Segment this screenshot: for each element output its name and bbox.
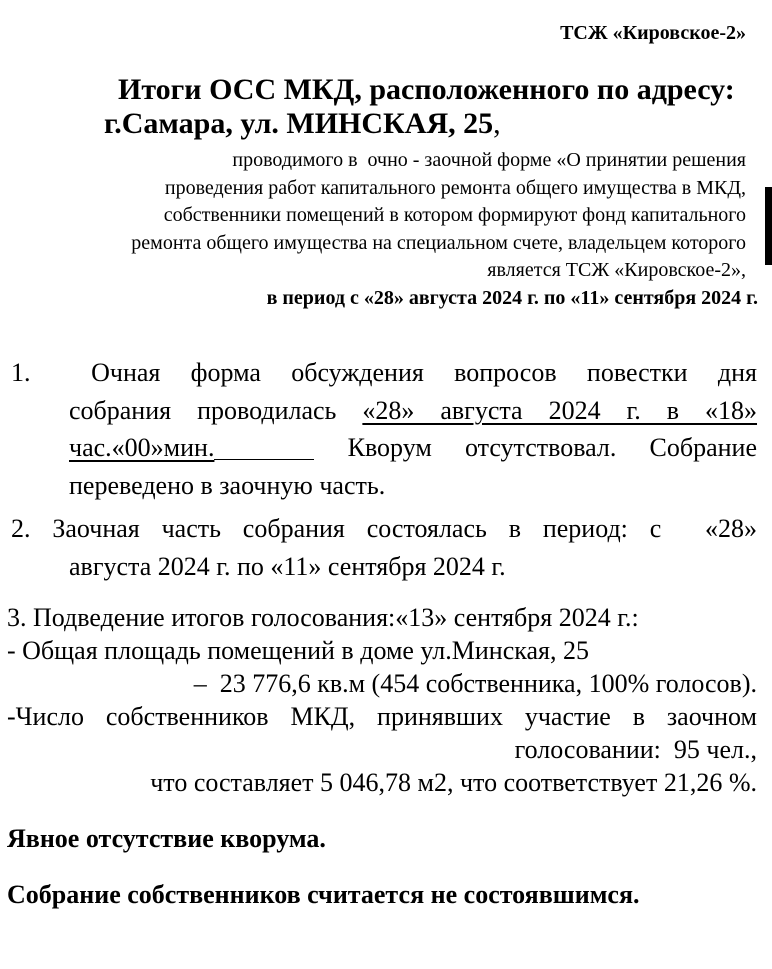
item-1-paragraph [11, 354, 757, 504]
subtitle-line-5: является ТСЖ «Кировское-2», [487, 259, 746, 281]
item1-line-2 [69, 392, 757, 430]
doc-subtitle [0, 147, 772, 312]
scan-edge-artifact [765, 187, 772, 265]
item3-line-6-percentage: что составляет 5 046,78 м2, что соответствует 21,26 %. [150, 768, 757, 797]
subtitle-period-line: в период с «28» августа 2024 г. по «11» сентября 2024 г. [266, 286, 758, 309]
item1-line-4: переведено в заочную часть. [69, 470, 386, 500]
title-line-2 [104, 107, 772, 141]
subtitle-line-2: проведения работ капитального ремонта общего имущества в МКД, [164, 176, 746, 199]
conclusion-meeting-invalid: Собрание собственников считается не состоявшимся. [7, 880, 640, 909]
item1-line3-underlined-time: час.«00»мин. [69, 433, 215, 462]
item1-line2-prefix: собрания проводилась [69, 395, 337, 425]
subtitle-line-1: проводимого в очно - заочной форме «О принятии решения [232, 149, 746, 171]
item2-line-2: августа 2024 г. по «11» сентября 2024 г. [69, 551, 506, 581]
doc-title [0, 73, 772, 141]
item1-line-3 [69, 429, 757, 467]
item3-line-2: - Общая площадь помещений в доме ул.Минская, 25 [7, 636, 589, 665]
item1-line2-underlined-date: «28» августа 2024 г. в «18» [362, 395, 758, 425]
item3-line-3-area-total: – 23 776,6 кв.м (454 собственника, 100% голосов). [193, 669, 757, 698]
item-3-paragraph [7, 601, 757, 799]
underline-blank [214, 459, 314, 461]
item2-line-1: 2. Заочная часть собрания состоялась в период: с «28» [11, 514, 757, 543]
subtitle-line-3: собственники помещений в котором формируют фонд капитального [163, 204, 746, 226]
item1-line-1: 1. Очная форма обсуждения вопросов повестки дня [11, 358, 757, 387]
conclusion-no-quorum: Явное отсутствие кворума. [7, 824, 326, 853]
item3-line-5-participants: голосовании: 95 чел., [514, 735, 757, 764]
item1-line3-rest: Кворум отсутствовал. Собрание [347, 433, 758, 462]
title-line-1: Итоги ОСС МКД, расположенного по адресу: [118, 73, 735, 106]
item3-line-4: -Число собственников МКД, принявших участие в заочном [7, 702, 757, 731]
title-comma: , [493, 107, 501, 140]
item-2-paragraph [11, 510, 757, 585]
item3-line-1: 3. Подведение итогов голосования:«13» сентября 2024 г.: [7, 603, 639, 632]
org-name: ТСЖ «Кировское-2» [560, 22, 746, 44]
title-address: г.Самара, ул. МИНСКАЯ, 25 [104, 107, 494, 140]
subtitle-line-4: ремонта общего имущества на специальном счете, владельцем которого [131, 231, 746, 254]
